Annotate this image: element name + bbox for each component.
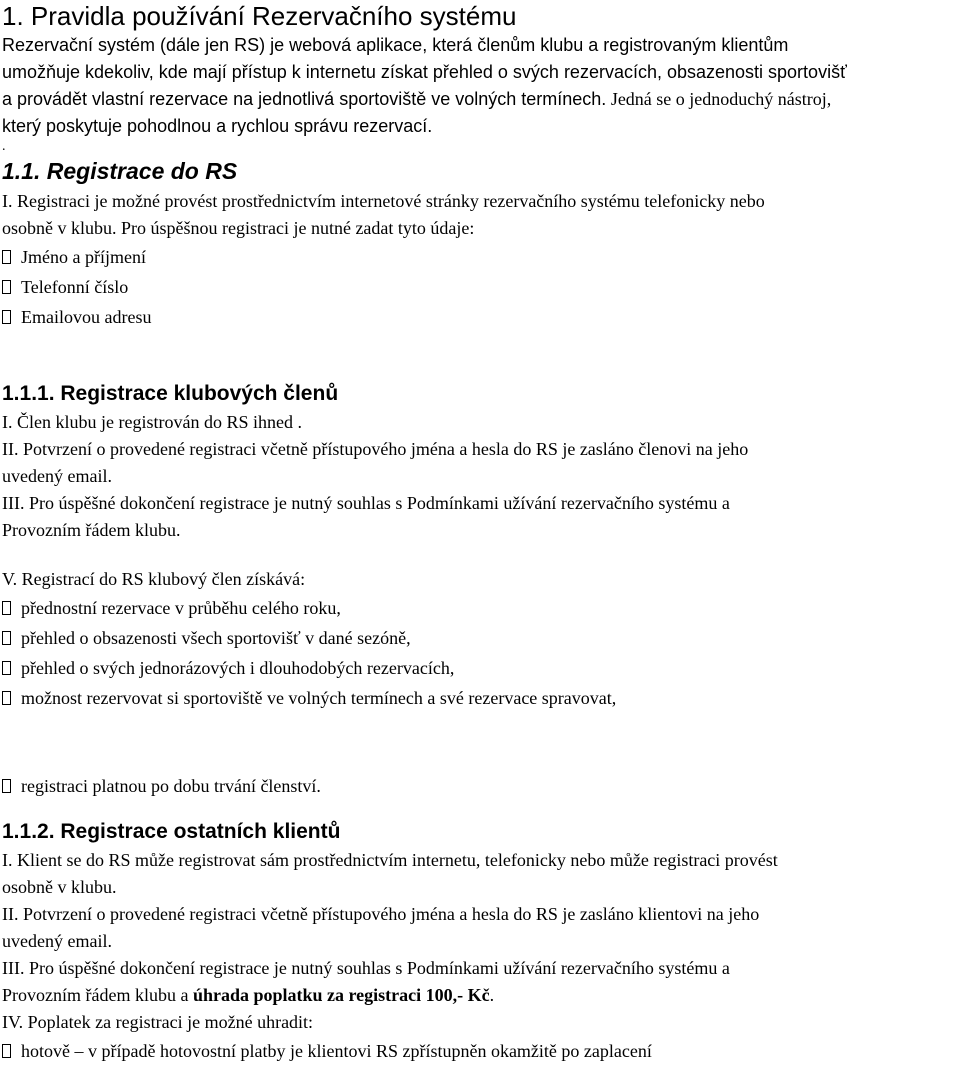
section-1-1-2-iv-line: IV. Poplatek za registraci je možné uhradit: [2,1012,314,1032]
list-item [2,683,958,713]
spacer [2,332,958,379]
list-item [2,1036,958,1066]
section-1-1-line-2: osobně v klubu. Pro úspěšnou registraci je nutné zadat tyto údaje: [2,218,475,238]
section-1-1-1-line-3: uvedený email. [2,466,112,486]
bullet-box-icon [2,691,11,705]
intro-line-4: který poskytuje pohodlnou a rychlou správu rezervací. [2,116,433,136]
bullet-box-icon [2,631,11,645]
fee-bold-text: úhrada poplatku za registraci 100,- Kč [192,985,490,1005]
main-heading: 1. Pravidla používání Rezervačního systému [2,1,517,31]
section-1-1-2-line-4: uvedený email. [2,931,112,951]
list-item-text: Telefonní číslo [21,277,129,297]
intro-line-3-serif: Jedná se o jednoduchý nástroj, [606,89,832,109]
list-item-text: Emailovou adresu [21,307,152,327]
section-1-1-heading: 1.1. Registrace do RS [2,158,238,184]
section-1-1-1-line-1: I. Člen klubu je registrován do RS ihned . [2,412,302,432]
line-6-end: . [489,985,495,1005]
section-1-1-2-line-3: II. Potvrzení o provedené registraci včetně přístupového jména a hesla do RS je zasláno klientovi na jeho [2,904,760,924]
section-1-1-2-line-6 [2,982,958,1009]
line-6-start: Provozním řádem klubu a [2,985,193,1005]
bullet-box-icon [2,779,11,793]
bullet-box-icon [2,310,11,324]
list-item [2,623,958,653]
section-1-1-2-line-1: I. Klient se do RS může registrovat sám prostřednictvím internetu, telefonicky nebo může registraci provést [2,850,778,870]
intro-dot: . [2,139,6,154]
bullet-box-icon [2,601,11,615]
bullet-box-icon [2,1044,11,1058]
list-item [2,771,958,801]
section-1-1-2-heading: 1.1.2. Registrace ostatních klientů [2,820,341,843]
intro-line-3-sans: a provádět vlastní rezervace na jednotlivá sportoviště ve volných termínech. [2,89,607,109]
section-1-1-1-line-5: Provozním řádem klubu. [2,520,181,540]
list-item [2,242,958,272]
intro-line-1: Rezervační systém (dále jen RS) je webová aplikace, která členům klubu a registrovaným klientům [2,35,789,55]
spacer [2,544,958,566]
bullet-box-icon [2,280,11,294]
section-1-1-1-heading: 1.1.1. Registrace klubových členů [2,382,339,405]
list-item-text: možnost rezervovat si sportoviště ve volných termínech a své rezervace spravovat, [21,688,617,708]
list-item [2,302,958,332]
section-1-1-2-line-5: III. Pro úspěšné dokončení registrace je nutný souhlas s Podmínkami užívání rezervačního systému a [2,958,730,978]
list-item [2,593,958,623]
list-item [2,653,958,683]
spacer [2,713,958,771]
list-item-text: přehled o svých jednorázových i dlouhodobých rezervacích, [21,658,455,678]
bullet-box-icon [2,661,11,675]
list-item-text: přednostní rezervace v průběhu celého roku, [21,598,341,618]
list-item-text: registraci platnou po dobu trvání členství. [21,776,321,796]
list-item-text: přehled o obsazenosti všech sportovišť v dané sezóně, [21,628,411,648]
list-item [2,272,958,302]
bullet-box-icon [2,250,11,264]
document-page [2,0,958,1066]
list-item-text: Jméno a příjmení [21,247,146,267]
section-1-1-1-line-4: III. Pro úspěšné dokončení registrace je nutný souhlas s Podmínkami užívání rezervačního systému a [2,493,730,513]
list-item-text: hotově – v případě hotovostní platby je klientovi RS zpřístupněn okamžitě po zaplacení [21,1041,652,1061]
intro-paragraph [2,32,958,154]
section-1-1-line-1: I. Registraci je možné provést prostřednictvím internetové stránky rezervačního systému telefonicky nebo [2,191,765,211]
intro-line-3 [2,86,958,113]
section-1-1-1-v-line: V. Registrací do RS klubový člen získává: [2,569,306,589]
section-1-1-1-line-2: II. Potvrzení o provedené registraci včetně přístupového jména a hesla do RS je zasláno členovi na jeho [2,439,749,459]
intro-line-2: umožňuje kdekoliv, kde mají přístup k internetu získat přehled o svých rezervacích, obsazenosti sportovišť [2,62,847,82]
spacer [2,801,958,817]
section-1-1-2-line-2: osobně v klubu. [2,877,117,897]
